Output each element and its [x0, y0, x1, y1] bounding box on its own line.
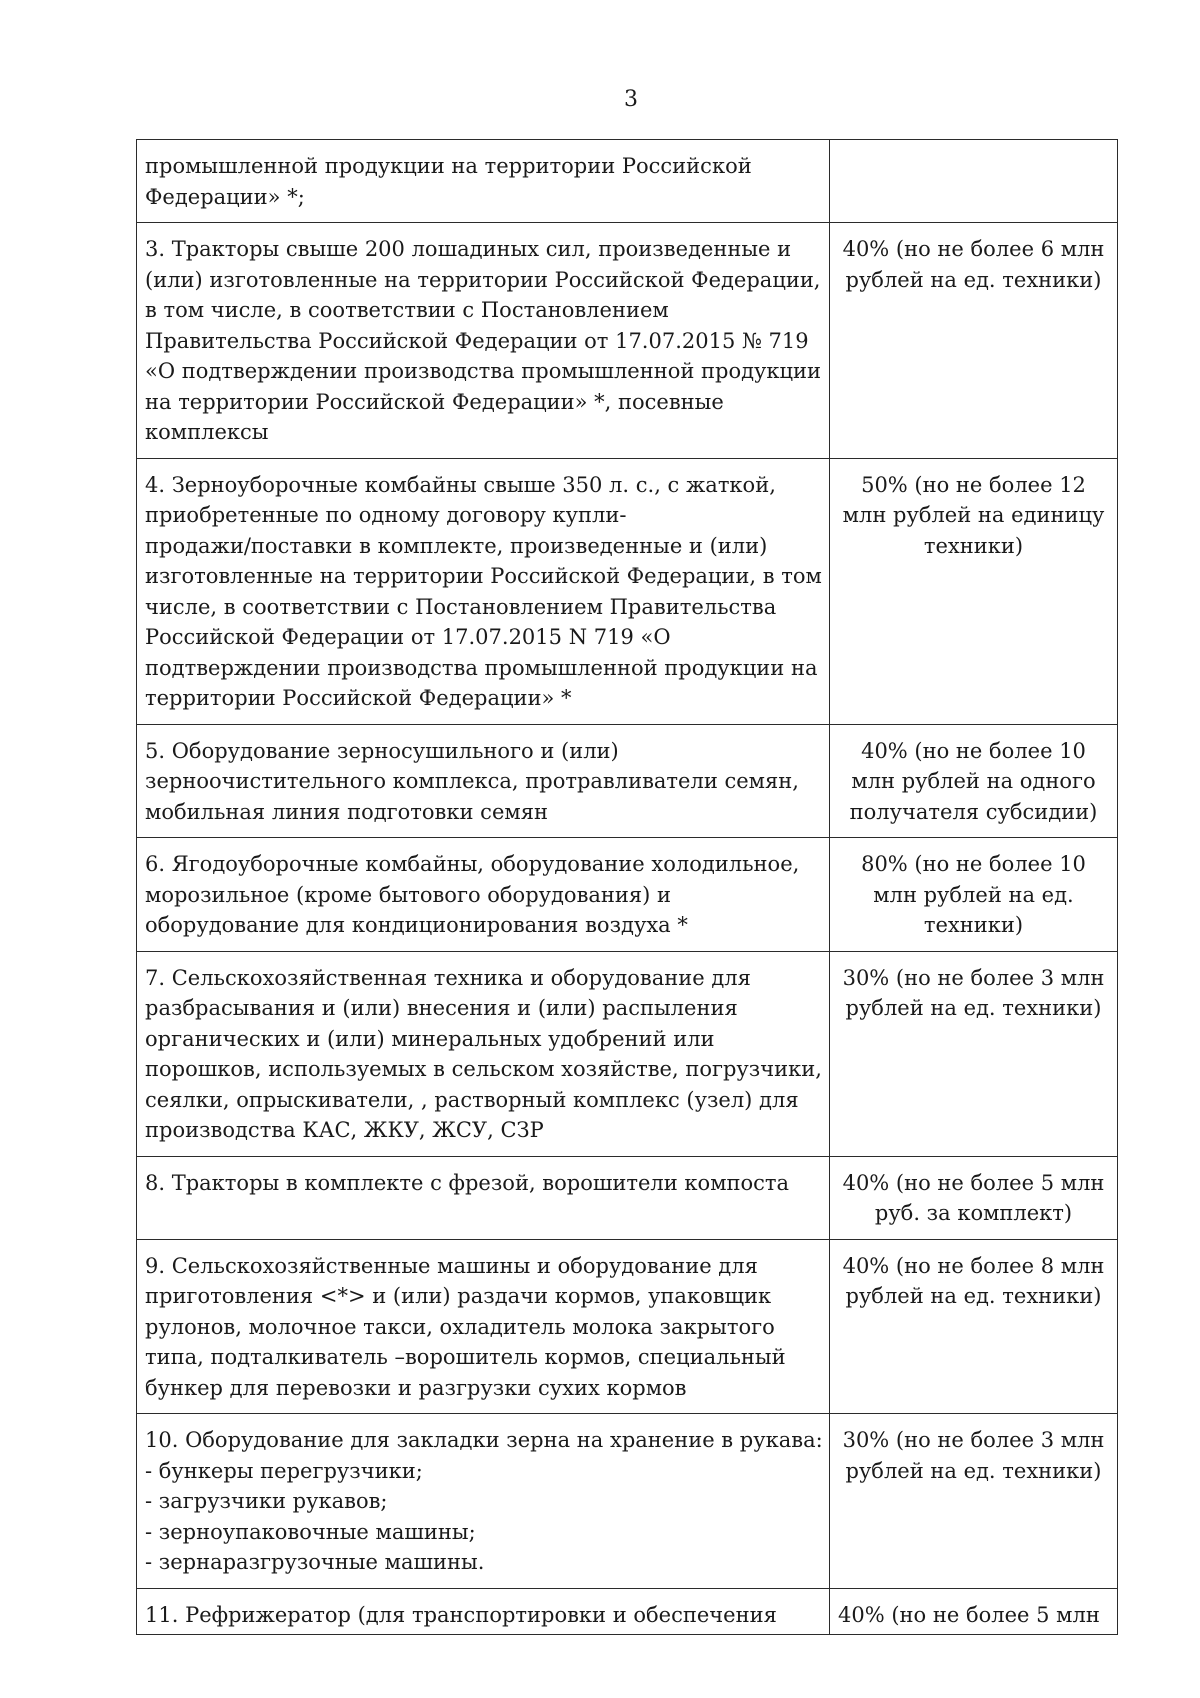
item-description-line: порошков, используемых в сельском хозяйстве, погрузчики,: [145, 1057, 822, 1081]
item-description-line: оборудование для кондиционирования воздуха *: [145, 913, 688, 937]
item-description-line: Федерации» *;: [145, 184, 305, 209]
item-description-line: 8. Тракторы в комплекте с фрезой, ворошители компоста: [145, 1170, 790, 1195]
subsidy-amount-line: 80% (но не более 10: [861, 852, 1086, 876]
item-description-line: подтверждении производства промышленной продукции на: [145, 655, 818, 680]
table-row: [137, 1156, 1118, 1239]
item-description-line: - зернаразгрузочные машины.: [145, 1550, 485, 1574]
subsidy-amount-line: рублей на ед. техники): [845, 996, 1102, 1020]
item-description-line: территории Российской Федерации» *: [145, 686, 572, 710]
subsidy-amount-line: 50% (но не более 12: [861, 472, 1086, 497]
subsidy-amount-line: 30% (но не более 3 млн: [842, 1428, 1105, 1452]
table-row: [137, 458, 1118, 724]
subsidy-amount-line: 40% (но не более 8 млн: [842, 1253, 1105, 1278]
item-description-line: приобретенные по одному договору купли-: [145, 503, 627, 527]
item-description-line: 5. Оборудование зерносушильного и (или): [145, 738, 619, 763]
item-description-line: 11. Рефрижератор (для транспортировки и обеспечения: [145, 1602, 777, 1627]
subsidy-amount-line: млн рублей на одного: [851, 769, 1096, 793]
subsidy-amount-line: 40% (но не более 6 млн: [842, 237, 1105, 261]
item-description-line: 3. Тракторы свыше 200 лошадиных сил, произведенные и: [145, 237, 792, 261]
item-description-line: мобильная линия подготовки семян: [145, 799, 548, 824]
item-description-line: - зерноупаковочные машины;: [145, 1519, 476, 1544]
item-description-line: числе, в соответствии с Постановлением Правительства: [145, 594, 777, 619]
subsidy-amount-line: 40% (но не более 10: [861, 738, 1086, 763]
subsidy-amount-line: техники): [923, 533, 1024, 558]
item-description-line: органических и (или) минеральных удобрений или: [145, 1026, 715, 1051]
item-description-line: 7. Сельскохозяйственная техника и оборудование для: [145, 965, 751, 990]
subsidy-amount-line: 40% (но не более 5 млн: [842, 1170, 1105, 1195]
item-description-cell: [137, 838, 830, 952]
subsidy-amount-line: 40% (но не более 5 млн: [838, 1602, 1100, 1627]
page-number: 3: [624, 87, 638, 112]
item-description-line: приготовления <*> и (или) раздачи кормов, упаковщик: [145, 1284, 772, 1308]
subsidy-amount-line: получателя субсидии): [849, 799, 1098, 824]
item-description-line: изготовленные на территории Российской Федерации, в том: [145, 564, 822, 588]
item-description-cell: [137, 458, 830, 724]
item-description-line: 9. Сельскохозяйственные машины и оборудование для: [145, 1253, 758, 1278]
item-description-cell: [137, 140, 830, 223]
item-description-line: «О подтверждении производства промышленной продукции: [145, 359, 822, 383]
item-description-line: морозильное (кроме бытового оборудования) и: [145, 882, 672, 907]
table-row: [137, 223, 1118, 459]
item-description-cell: [137, 951, 830, 1156]
item-description-line: продажи/поставки в комплекте, произведенные и (или): [145, 533, 768, 558]
item-description-line: - бункеры перегрузчики;: [145, 1458, 423, 1483]
table-row: [137, 1414, 1118, 1589]
item-description-line: [145, 1198, 823, 1229]
item-description-cell: [137, 1414, 830, 1589]
item-description-line: сеялки, опрыскиватели, , растворный комплекс (узел) для: [145, 1087, 799, 1112]
subsidy-amount-line: техники): [923, 913, 1024, 937]
item-description-line: 6. Ягодоуборочные комбайны, оборудование холодильное,: [145, 852, 800, 876]
table-row: [137, 1239, 1118, 1414]
item-description-cell: [137, 223, 830, 459]
subsidy-amount-cell: [830, 1156, 1118, 1239]
subsidy-amount-cell: [830, 1588, 1118, 1635]
subsidy-amount-cell: [830, 458, 1118, 724]
item-description-line: на территории Российской Федерации» *, посевные: [145, 389, 724, 414]
item-description-line: бункер для перевозки и разгрузки сухих кормов: [145, 1375, 687, 1400]
item-description-line: разбрасывания и (или) внесения и (или) распыления: [145, 996, 738, 1020]
item-description-cell: [137, 1156, 830, 1239]
item-description-line: - загрузчики рукавов;: [145, 1489, 388, 1513]
item-description-line: промышленной продукции на территории Российской: [145, 154, 752, 178]
subsidy-amount-cell: [830, 724, 1118, 838]
subsidy-amount-line: рублей на ед. техники): [845, 1458, 1102, 1483]
subsidy-amount-cell: [830, 951, 1118, 1156]
table-row: [137, 1588, 1118, 1635]
table-row: [137, 140, 1118, 223]
subsidy-amount-line: млн рублей на ед.: [873, 882, 1074, 907]
subsidy-amount-line: 30% (но не более 3 млн: [842, 965, 1105, 990]
item-description-line: Российской Федерации от 17.07.2015 N 719 «О: [145, 625, 671, 649]
item-description-line: зерноочистительного комплекса, протравливатели семян,: [145, 769, 799, 793]
item-description-line: в том числе, в соответствии с Постановлением: [145, 298, 669, 322]
table-row: [137, 951, 1118, 1156]
item-description-line: (или) изготовленные на территории Российской Федерации,: [145, 267, 821, 292]
subsidy-amount-cell: [830, 1239, 1118, 1414]
subsidy-amount-line: млн рублей на единицу: [842, 503, 1105, 527]
item-description-line: комплексы: [145, 420, 269, 444]
item-description-cell: [137, 1239, 830, 1414]
item-description-line: 4. Зерноуборочные комбайны свыше 350 л. с., с жаткой,: [145, 472, 776, 497]
subsidy-amount-line: рублей на ед. техники): [845, 267, 1102, 292]
item-description-line: 10. Оборудование для закладки зерна на хранение в рукава:: [145, 1428, 823, 1452]
table-row: [137, 838, 1118, 952]
subsidy-amount-cell: [830, 838, 1118, 952]
item-description-cell: [137, 1588, 830, 1635]
subsidy-amount-line: рублей на ед. техники): [845, 1284, 1102, 1308]
subsidy-table: [136, 139, 1118, 1635]
item-description-cell: [137, 724, 830, 838]
table-row: [137, 724, 1118, 838]
item-description-line: типа, подталкиватель –ворошитель кормов, специальный: [145, 1345, 786, 1369]
subsidy-amount-cell: [830, 1414, 1118, 1589]
subsidy-table-body: [137, 140, 1118, 1635]
subsidy-amount-cell: [830, 223, 1118, 459]
subsidy-amount-cell: [830, 140, 1118, 223]
item-description-line: рулонов, молочное такси, охладитель молока закрытого: [145, 1314, 775, 1339]
subsidy-amount-line: руб. за комплект): [874, 1201, 1073, 1225]
item-description-line: производства КАС, ЖКУ, ЖСУ, СЗР: [145, 1118, 544, 1142]
item-description-line: Правительства Российской Федерации от 17.07.2015 № 719: [145, 328, 809, 353]
